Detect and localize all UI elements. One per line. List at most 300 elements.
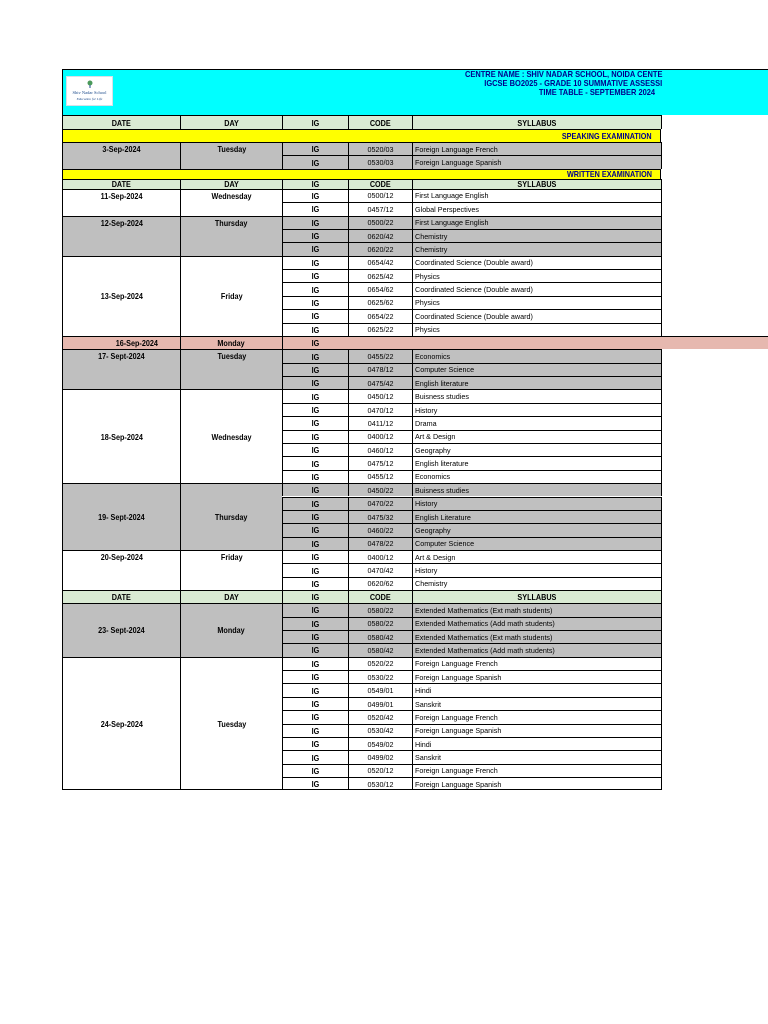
- subject-cell: English literature: [412, 456, 661, 469]
- day-cell: [180, 550, 282, 590]
- day-cell: [180, 256, 282, 336]
- code-cell: 0620/62: [348, 577, 412, 590]
- exam-title: IGCSE BO2025 - GRADE 10 SUMMATIVE ASSESSI: [484, 78, 662, 88]
- logo-name: Shiv Nadar School: [72, 90, 107, 95]
- code-cell: 0654/62: [348, 282, 412, 295]
- grid-line: [661, 216, 662, 229]
- ig-cell: [282, 470, 348, 483]
- grid-line: [661, 403, 662, 416]
- column-header-ig: [282, 115, 348, 129]
- ig-cell-text: IG: [311, 405, 320, 416]
- written-section-bar-text: WRITTEN EXAMINATION: [567, 169, 652, 180]
- ig-cell: [282, 336, 348, 349]
- column-header-ig-text: IG: [311, 117, 320, 128]
- subject-cell: Physics: [412, 296, 661, 309]
- ig-cell: [282, 563, 348, 576]
- subject-cell: Foreign Language French: [412, 142, 661, 155]
- grid-line: [661, 550, 662, 563]
- ig-cell-text: IG: [311, 391, 320, 402]
- column-header-day: [180, 115, 282, 129]
- ig-cell-text: IG: [311, 712, 320, 723]
- subject-cell: Extended Mathematics (Ext math students): [412, 603, 661, 616]
- ig-cell: [282, 363, 348, 376]
- code-cell: 0620/22: [348, 242, 412, 255]
- code-cell: 0400/12: [348, 430, 412, 443]
- day-cell-text: Monday: [217, 337, 246, 348]
- ig-cell: [282, 630, 348, 643]
- grid-line: [661, 256, 662, 269]
- ig-cell: [282, 142, 348, 155]
- column-header-syllabus: [412, 115, 661, 129]
- ig-cell-text: IG: [311, 618, 320, 629]
- grid-line: [661, 750, 662, 763]
- ig-cell-text: IG: [311, 765, 320, 776]
- ig-cell: [282, 155, 348, 168]
- date-cell: [62, 189, 180, 216]
- code-cell: 0530/42: [348, 724, 412, 737]
- day-cell-text: Thursday: [215, 217, 248, 228]
- ig-cell: [282, 256, 348, 269]
- ig-cell: [282, 242, 348, 255]
- ig-cell-text: IG: [311, 244, 320, 255]
- ig-cell-text: IG: [311, 552, 320, 563]
- grid-line: [661, 764, 662, 777]
- ig-cell-text: IG: [311, 418, 320, 429]
- day-cell-text: Monday: [217, 625, 246, 636]
- subject-cell: Foreign Language Spanish: [412, 777, 661, 790]
- ig-cell: [282, 483, 348, 496]
- grid-line: [661, 242, 662, 255]
- code-cell: 0460/12: [348, 443, 412, 456]
- centre-name: CENTRE NAME : SHIV NADAR SCHOOL, NOIDA CENTE: [464, 69, 662, 79]
- ig-cell-text: IG: [311, 605, 320, 616]
- grid-line: [661, 296, 662, 309]
- grid-line: [661, 142, 662, 155]
- grid-line: [661, 229, 662, 242]
- ig-cell-text: IG: [311, 338, 320, 349]
- subject-cell: Extended Mathematics (Add math students): [412, 617, 661, 630]
- ig-cell: [282, 724, 348, 737]
- ig-cell: [282, 737, 348, 750]
- ig-cell: [282, 510, 348, 523]
- column-header-syllabus: [412, 590, 661, 603]
- day-cell-text: Tuesday: [217, 351, 246, 362]
- code-cell: 0475/12: [348, 456, 412, 469]
- subject-cell: Computer Science: [412, 537, 661, 550]
- grid-line: [661, 617, 662, 630]
- date-cell: [62, 550, 180, 590]
- ig-cell-text: IG: [311, 672, 320, 683]
- code-cell: 0625/62: [348, 296, 412, 309]
- ig-cell: [282, 764, 348, 777]
- ig-cell: [282, 777, 348, 790]
- subject-cell: Hindi: [412, 737, 661, 750]
- day-cell-text: Wednesday: [211, 190, 252, 201]
- ig-cell-text: IG: [311, 257, 320, 268]
- day-cell: [180, 389, 282, 483]
- grid-line: [661, 416, 662, 429]
- code-cell: 0450/12: [348, 389, 412, 402]
- day-cell: [180, 142, 282, 169]
- subject-cell: Art & Design: [412, 430, 661, 443]
- ig-cell-text: IG: [311, 204, 320, 215]
- grid-line: [661, 282, 662, 295]
- ig-cell: [282, 229, 348, 242]
- ig-cell-text: IG: [311, 271, 320, 282]
- code-cell: 0580/22: [348, 617, 412, 630]
- ig-cell-text: IG: [311, 445, 320, 456]
- grid-line: [661, 657, 662, 670]
- grid-line: [661, 590, 662, 603]
- code-cell: 0530/22: [348, 670, 412, 683]
- ig-cell-text: IG: [311, 297, 320, 308]
- written-section-bar: [62, 169, 661, 179]
- column-header-day: [180, 179, 282, 189]
- ig-cell: [282, 643, 348, 656]
- code-cell: 0450/22: [348, 483, 412, 496]
- day-cell: [180, 603, 282, 657]
- day-cell: [180, 349, 282, 389]
- subject-cell: Physics: [412, 323, 661, 336]
- grid-line: [661, 443, 662, 456]
- ig-cell-text: IG: [311, 779, 320, 790]
- subject-cell: Foreign Language Spanish: [412, 155, 661, 168]
- code-cell: 0460/22: [348, 523, 412, 536]
- column-header-code: [348, 115, 412, 129]
- grid-line: [661, 643, 662, 656]
- day-cell-text: Friday: [220, 291, 243, 302]
- grid-line: [661, 189, 662, 202]
- subject-cell: Foreign Language French: [412, 710, 661, 723]
- ig-cell: [282, 323, 348, 336]
- date-cell-text: 24-Sep-2024: [100, 719, 143, 730]
- code-cell: 0500/12: [348, 189, 412, 202]
- subject-cell: Sanskrit: [412, 750, 661, 763]
- ig-cell: [282, 497, 348, 510]
- ig-cell: [282, 577, 348, 590]
- timetable-title: TIME TABLE - SEPTEMBER 2024: [538, 87, 655, 97]
- code-cell: 0654/22: [348, 309, 412, 322]
- ig-cell-text: IG: [311, 699, 320, 709]
- ig-cell-text: IG: [311, 378, 320, 389]
- subject-cell: First Language English: [412, 189, 661, 202]
- column-header-code: [348, 179, 412, 189]
- subject-cell: English literature: [412, 376, 661, 389]
- date-cell-text: 18-Sep-2024: [100, 431, 143, 442]
- column-header-syllabus-text: SYLLABUS: [517, 117, 557, 128]
- ig-cell: [282, 697, 348, 710]
- ig-cell-text: IG: [311, 144, 320, 155]
- grid-line: [661, 683, 662, 696]
- ig-cell-text: IG: [311, 311, 320, 322]
- subject-cell: Foreign Language Spanish: [412, 724, 661, 737]
- ig-cell: [282, 617, 348, 630]
- grid-line: [661, 777, 662, 790]
- column-header-syllabus-text: SYLLABUS: [517, 592, 557, 603]
- grid-line: [661, 202, 662, 215]
- subject-cell: Foreign Language Spanish: [412, 670, 661, 683]
- ig-cell-text: IG: [311, 431, 320, 442]
- column-header-date: [62, 179, 180, 189]
- grid-line: [661, 710, 662, 723]
- code-cell: 0549/01: [348, 683, 412, 696]
- day-cell-text: Wednesday: [211, 431, 252, 442]
- day-cell-text: Thursday: [215, 512, 248, 523]
- subject-cell: Geography: [412, 523, 661, 536]
- subject-cell: Chemistry: [412, 229, 661, 242]
- date-cell: [62, 336, 180, 349]
- date-cell: [62, 256, 180, 336]
- subject-cell: Chemistry: [412, 577, 661, 590]
- grid-line: [661, 697, 662, 710]
- column-header-day-text: DAY: [224, 117, 239, 128]
- code-cell: 0475/32: [348, 510, 412, 523]
- subject-cell: Extended Mathematics (Add math students): [412, 643, 661, 656]
- ig-cell-text: IG: [311, 324, 320, 335]
- subject-cell: Foreign Language French: [412, 657, 661, 670]
- date-cell-text: 13-Sep-2024: [100, 291, 143, 302]
- grid-line: [661, 737, 662, 750]
- grid-line: [661, 523, 662, 536]
- grid-line: [661, 363, 662, 376]
- grid-line: [661, 630, 662, 643]
- ig-cell-text: IG: [311, 725, 320, 736]
- day-cell-text: Tuesday: [217, 144, 246, 154]
- ig-cell: [282, 282, 348, 295]
- ig-cell: [282, 349, 348, 362]
- code-cell: 0654/42: [348, 256, 412, 269]
- column-header-code-text: CODE: [370, 117, 391, 128]
- date-cell-text: 23- Sept-2024: [98, 625, 145, 636]
- grid-line: [661, 603, 662, 616]
- column-header-day-text: DAY: [224, 179, 239, 189]
- column-header-code: [348, 590, 412, 603]
- ig-cell-text: IG: [311, 645, 320, 656]
- grid-line: [661, 155, 662, 168]
- column-header-date-text: DATE: [111, 592, 132, 603]
- ig-cell-text: IG: [311, 565, 320, 576]
- grid-line: [661, 456, 662, 469]
- date-cell-text: 16-Sep-2024: [115, 337, 158, 348]
- code-cell: 0580/22: [348, 603, 412, 616]
- ig-cell-text: IG: [311, 632, 320, 643]
- ig-cell-text: IG: [311, 471, 320, 482]
- column-header-ig: [282, 179, 348, 189]
- column-header-day-text: DAY: [224, 592, 239, 603]
- grid-line: [661, 510, 662, 523]
- subject-cell: Coordinated Science (Double award): [412, 309, 661, 322]
- date-cell: [62, 389, 180, 483]
- ig-cell: [282, 523, 348, 536]
- ig-cell-text: IG: [311, 458, 320, 469]
- date-cell: [62, 603, 180, 657]
- column-header-date-text: DATE: [111, 179, 132, 189]
- column-header-ig-text: IG: [311, 179, 320, 189]
- code-cell: 0520/03: [348, 142, 412, 155]
- code-cell: 0620/42: [348, 229, 412, 242]
- subject-cell: Drama: [412, 416, 661, 429]
- code-cell: 0478/22: [348, 537, 412, 550]
- grid-line: [661, 724, 662, 737]
- ig-cell-text: IG: [311, 578, 320, 589]
- code-cell: 0470/12: [348, 403, 412, 416]
- ig-cell: [282, 269, 348, 282]
- column-header-date: [62, 590, 180, 603]
- subject-cell: Economics: [412, 349, 661, 362]
- ig-cell: [282, 430, 348, 443]
- subject-cell: History: [412, 497, 661, 510]
- code-cell: 0455/12: [348, 470, 412, 483]
- date-cell: [62, 483, 180, 550]
- code-cell: 0625/42: [348, 269, 412, 282]
- column-header-date: [62, 115, 180, 129]
- ig-cell: [282, 416, 348, 429]
- ig-cell-text: IG: [311, 364, 320, 375]
- code-cell: 0400/12: [348, 550, 412, 563]
- ig-cell-text: IG: [311, 512, 320, 523]
- ig-cell-text: IG: [311, 284, 320, 295]
- column-header-day: [180, 590, 282, 603]
- subject-cell: Chemistry: [412, 242, 661, 255]
- column-header-date-text: DATE: [111, 117, 132, 128]
- date-cell-text: 20-Sep-2024: [100, 552, 143, 563]
- grid-line: [661, 483, 662, 496]
- ig-cell-text: IG: [311, 685, 320, 696]
- date-cell: [62, 216, 180, 256]
- grid-line: [661, 563, 662, 576]
- day-cell: [180, 483, 282, 550]
- date-cell-text: 12-Sep-2024: [100, 217, 143, 228]
- subject-cell: Coordinated Science (Double award): [412, 256, 661, 269]
- code-cell: 0500/22: [348, 216, 412, 229]
- subject-cell: Hindi: [412, 683, 661, 696]
- grid-line: [661, 430, 662, 443]
- grid-line: [661, 349, 662, 362]
- code-cell: 0580/42: [348, 643, 412, 656]
- ig-cell: [282, 296, 348, 309]
- date-cell-text: 17- Sept-2024: [98, 351, 145, 362]
- grid-line: [661, 269, 662, 282]
- ig-cell-text: IG: [311, 498, 320, 509]
- ig-cell: [282, 603, 348, 616]
- date-cell-text: 3-Sep-2024: [102, 144, 141, 154]
- subject-cell: Art & Design: [412, 550, 661, 563]
- code-cell: 0470/42: [348, 563, 412, 576]
- ig-cell-text: IG: [311, 351, 320, 362]
- code-cell: 0411/12: [348, 416, 412, 429]
- ig-cell-text: IG: [311, 157, 320, 168]
- grid-line: [661, 179, 662, 189]
- ig-cell: [282, 216, 348, 229]
- column-header-code-text: CODE: [370, 592, 391, 603]
- ig-cell: [282, 376, 348, 389]
- column-header-syllabus: [412, 179, 661, 189]
- code-cell: 0580/42: [348, 630, 412, 643]
- subject-cell: Sanskrit: [412, 697, 661, 710]
- subject-cell: First Language English: [412, 216, 661, 229]
- grid-line: [661, 497, 662, 510]
- ig-cell-text: IG: [311, 538, 320, 549]
- subject-cell: Economics: [412, 470, 661, 483]
- code-cell: 0499/01: [348, 697, 412, 710]
- ig-cell: [282, 670, 348, 683]
- ig-cell-text: IG: [311, 752, 320, 763]
- tree-logo-icon: [85, 80, 95, 88]
- code-cell: 0625/22: [348, 323, 412, 336]
- ig-cell: [282, 456, 348, 469]
- day-cell: [180, 189, 282, 216]
- subject-cell: Foreign Language French: [412, 764, 661, 777]
- school-logo: [66, 76, 113, 106]
- subject-cell: Buisness studies: [412, 389, 661, 402]
- grid-line: [661, 537, 662, 550]
- grid-line: [661, 470, 662, 483]
- date-cell: [62, 657, 180, 791]
- day-cell-text: Friday: [220, 552, 243, 563]
- grid-line: [661, 670, 662, 683]
- ig-cell-text: IG: [311, 231, 320, 242]
- ig-cell: [282, 657, 348, 670]
- ig-cell: [282, 202, 348, 215]
- code-cell: 0455/22: [348, 349, 412, 362]
- date-cell-text: 11-Sep-2024: [100, 190, 143, 201]
- ig-cell: [282, 550, 348, 563]
- grid-line: [661, 309, 662, 322]
- day-cell: [180, 216, 282, 256]
- date-cell: [62, 142, 180, 169]
- logo-tagline: Education for Life: [76, 97, 103, 101]
- speaking-section-bar-text: SPEAKING EXAMINATION: [562, 131, 652, 141]
- ig-cell: [282, 537, 348, 550]
- day-cell: [180, 336, 282, 349]
- code-cell: 0530/12: [348, 777, 412, 790]
- column-header-code-text: CODE: [370, 179, 391, 189]
- column-header-syllabus-text: SYLLABUS: [517, 179, 557, 189]
- ig-cell-text: IG: [311, 190, 320, 201]
- ig-cell: [282, 189, 348, 202]
- subject-cell: History: [412, 403, 661, 416]
- subject-cell: History: [412, 563, 661, 576]
- subject-cell: Buisness studies: [412, 483, 661, 496]
- subject-cell: Extended Mathematics (Ext math students): [412, 630, 661, 643]
- ig-cell-text: IG: [311, 658, 320, 669]
- subject-cell: English Literature: [412, 510, 661, 523]
- subject-cell: Computer Science: [412, 363, 661, 376]
- subject-cell: Geography: [412, 443, 661, 456]
- day-cell-text: Tuesday: [217, 719, 246, 730]
- date-cell-text: 19- Sept-2024: [98, 512, 145, 523]
- grid-line: [661, 376, 662, 389]
- grid-line: [661, 577, 662, 590]
- ig-cell: [282, 403, 348, 416]
- subject-cell: Global Perspectives: [412, 202, 661, 215]
- subject-cell: Physics: [412, 269, 661, 282]
- code-cell: 0470/22: [348, 497, 412, 510]
- ig-cell: [282, 750, 348, 763]
- date-cell: [62, 349, 180, 389]
- ig-cell-text: IG: [311, 217, 320, 228]
- code-cell: 0549/02: [348, 737, 412, 750]
- code-cell: 0457/12: [348, 202, 412, 215]
- grid-line: [661, 115, 662, 129]
- code-cell: 0520/42: [348, 710, 412, 723]
- ig-cell: [282, 389, 348, 402]
- column-header-ig: [282, 590, 348, 603]
- code-cell: 0520/12: [348, 764, 412, 777]
- table-bottom-border: [62, 789, 662, 790]
- ig-cell: [282, 443, 348, 456]
- day-cell: [180, 657, 282, 791]
